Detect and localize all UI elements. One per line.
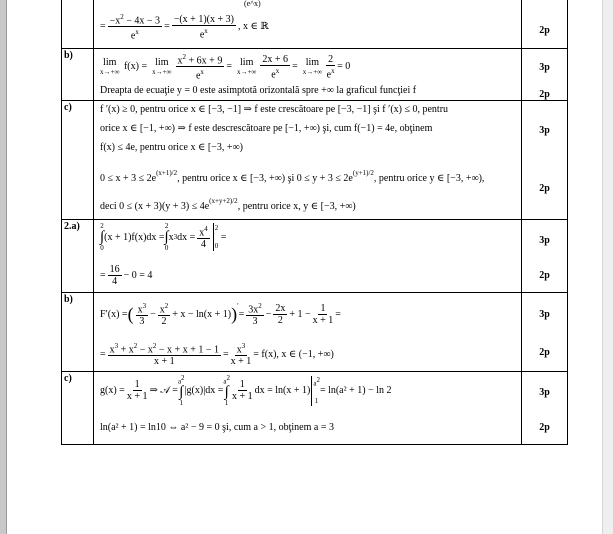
- row-label: b): [62, 293, 94, 372]
- exponent: (x+y+2)/2: [209, 196, 238, 205]
- row-2b: [62, 293, 568, 372]
- exponent: (x+1)/2: [156, 168, 178, 177]
- row-label: c): [62, 101, 94, 220]
- right-scrollbar[interactable]: [602, 0, 613, 534]
- points: 2p: [539, 422, 550, 433]
- row-2c: [62, 372, 568, 445]
- points: 3p: [539, 62, 550, 73]
- points: 3p: [539, 387, 550, 398]
- text-line: orice x ∈ [−1, +∞) ⇒ f este descrescătoare pe [−1, +∞) şi, cum f(−1) = 4e, obţinem: [100, 123, 433, 134]
- row-body: [94, 49, 522, 101]
- row-1b: [62, 49, 568, 101]
- row-body: [94, 372, 522, 445]
- antiderivative-line: F′(x) = ( $x^3$ 3 − $x^2$ 2 + x − ln(x + 1) ) ′ = $3x^2$ 3 − 2x 2 + 1 − 1 x + 1 =: [100, 302, 341, 328]
- row-label: 2.a): [62, 220, 94, 293]
- simplified-line: = $x^3 + x^2 - x^2 - x + x + 1 - 1$ x + 1 = $\frac{x^3}{x + 1}$ = f(x), x ∈ (−1, +∞): [100, 342, 334, 368]
- domain-text: x ∈ ℝ: [242, 21, 269, 33]
- integral-line: 2 ∫ 0 (x + 1)f(x)dx = 2 ∫ 0 x 3 dx = $x^4$ 4 2 0 =: [100, 222, 227, 252]
- text-line: f(x) ≤ 4e, pentru orice x ∈ [−3, +∞): [100, 142, 243, 153]
- row-1a-continuation: [62, 0, 568, 49]
- points: 2p: [539, 270, 550, 281]
- points: 2p: [539, 183, 550, 194]
- derivative-line: = $-x^2 - 4x - 3$ $e^x$ = −(x + 1)(x + 3) $e^x$ , x ∈ ℝ: [100, 13, 269, 42]
- points: 2p: [539, 25, 550, 36]
- fraction: −(x + 1)(x + 3) $e^x$: [173, 13, 234, 40]
- text-line: 0 ≤ x + 3 ≤ 2e $^{(x+1)/2}$ , pentru orice x ∈ [−3, +∞) şi 0 ≤ y + 3 ≤ 2e $^{(y+1)/2}$ , pentru orice y ∈ [−3, +∞),: [100, 168, 485, 184]
- left-rail-edge: [6, 0, 7, 534]
- row-body: [94, 293, 522, 372]
- row-body: [94, 0, 522, 49]
- text-line: deci 0 ≤ (x + 3)(y + 3) ≤ 4e $^{(x+y+2)/2}$ , pentru orice x, y ∈ [−3, +∞): [100, 196, 356, 212]
- row-body: [94, 101, 522, 220]
- grading-table: [61, 0, 568, 445]
- row-2a: [62, 220, 568, 293]
- points-cell: [522, 49, 568, 101]
- solution-line: ln(a² + 1) = ln10 ⇔ a² − 9 = 0 şi, cum a > 1, obţinem a = 3: [100, 422, 334, 433]
- area-line: g(x) = 1 x + 1 ⇒ 𝒜 = $a^2$ ∫ 1 |g(x)|dx = $a^2$ ∫ 1 1 x + 1 dx = ln(x + 1) $a^2$ 1 = ln(a² + 1) − ln 2: [100, 374, 392, 408]
- fraction: $-x^2 - 4x - 3$ $e^x$: [109, 13, 161, 42]
- asymptote-text: Dreapta de ecuaţie y = 0 este asimptotă orizontală spre +∞ la graficul funcţiei f: [100, 85, 417, 96]
- points: 3p: [539, 309, 550, 320]
- points: 2p: [539, 89, 550, 100]
- area-result: = ln(a² + 1) − ln 2: [319, 385, 392, 397]
- points-cell: [522, 293, 568, 372]
- row-label: [62, 0, 94, 49]
- result-line: = 16 4 − 0 = 4: [100, 264, 153, 287]
- exponent: (y+1)/2: [352, 168, 374, 177]
- limit-line: lim x→+∞ f(x) = lim x→+∞ $x^2 + 6x + 9$ $e^x$ = lim x→+∞ 2x + 6 $e^x$ = lim x→+∞ 2 $e^x$ = 0: [100, 53, 351, 82]
- row-1c: [62, 101, 568, 220]
- points: 3p: [539, 235, 550, 246]
- top-fragment: (e^x): [244, 0, 261, 8]
- row-body: [94, 220, 522, 293]
- row-label: b): [62, 49, 94, 101]
- points-cell: [522, 220, 568, 293]
- text-line: f ′(x) ≥ 0, pentru orice x ∈ [−3, −1] ⇒ f este crescătoare pe [−3, −1] şi f ′(x) ≤ 0, pentru: [100, 104, 449, 115]
- domain-text: = f(x), x ∈ (−1, +∞): [253, 348, 334, 360]
- points: 3p: [539, 125, 550, 136]
- points-cell: [522, 372, 568, 445]
- points: 2p: [539, 347, 550, 358]
- row-label: c): [62, 372, 94, 445]
- points-cell: [522, 0, 568, 49]
- points-cell: [522, 101, 568, 220]
